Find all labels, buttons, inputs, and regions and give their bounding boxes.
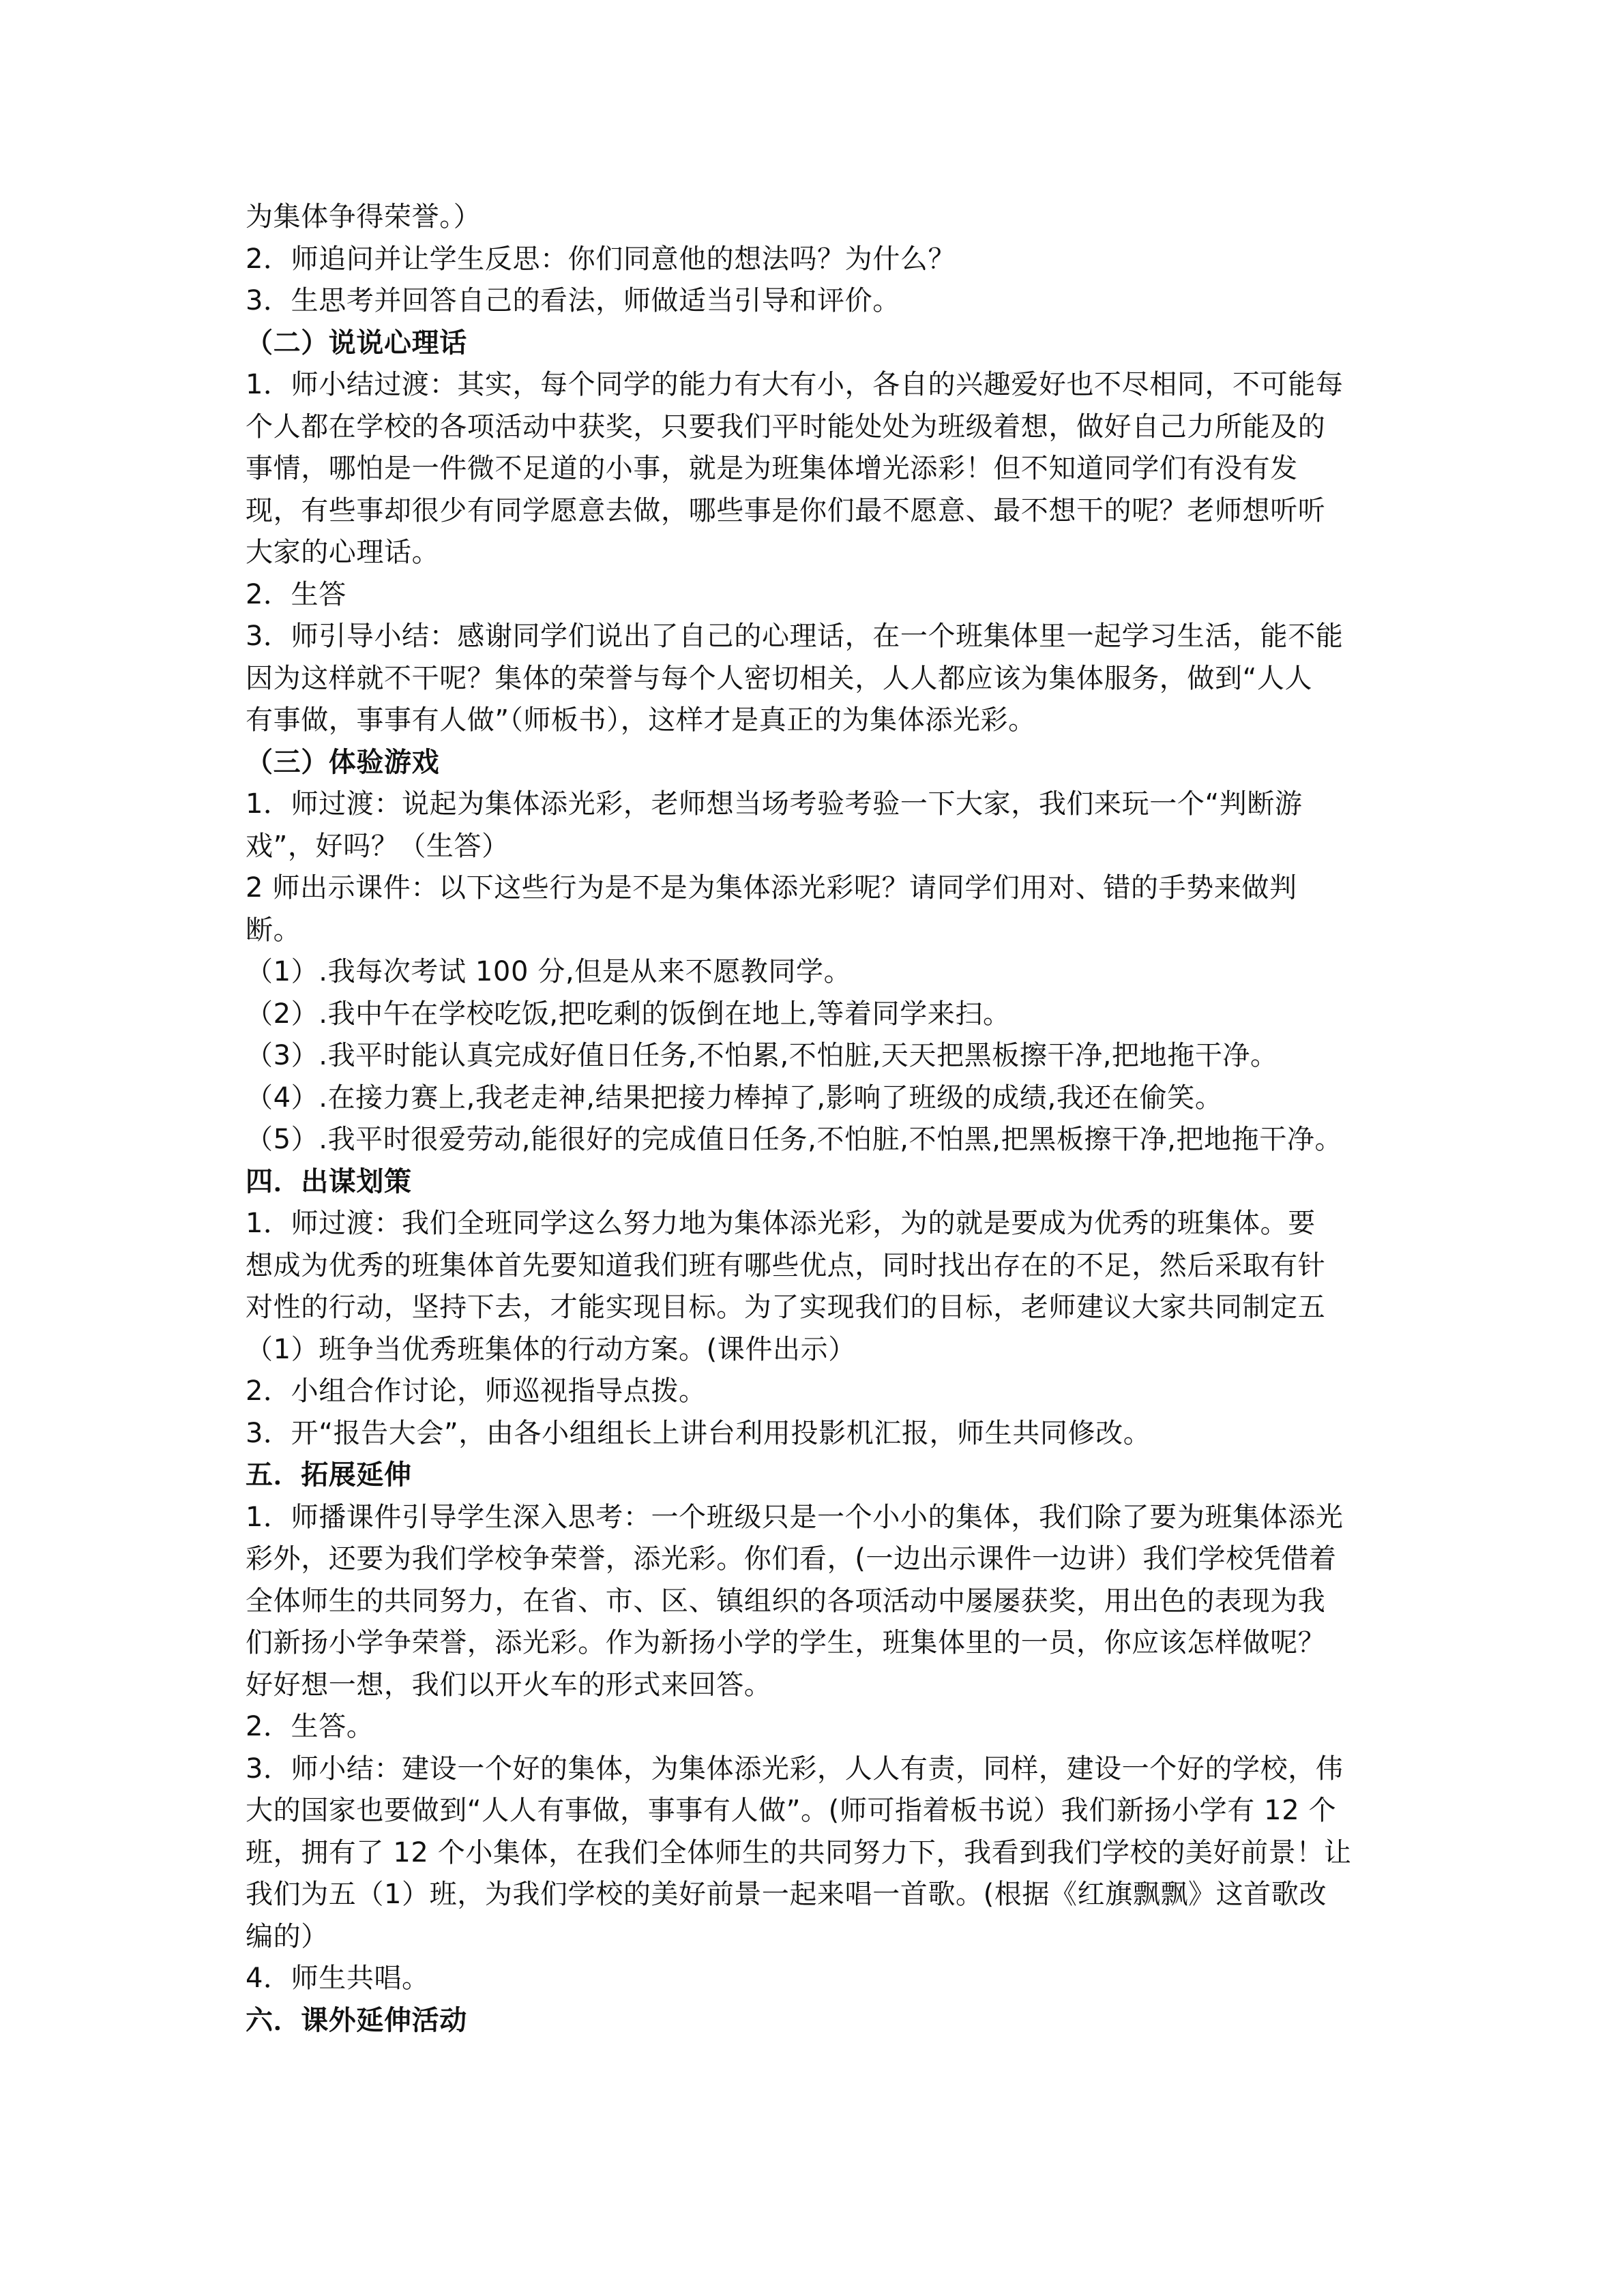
section-heading: （三）体验游戏 xyxy=(246,746,440,778)
text-line: 3．开“报告大会”，由各小组组长上讲台利用投影机汇报，师生共同修改。 xyxy=(246,1417,1151,1449)
text-line: 班，拥有了 12 个小集体，在我们全体师生的共同努力下，我看到我们学校的美好前景！让 xyxy=(246,1836,1352,1868)
text-line: 大的国家也要做到“人人有事做，事事有人做”。(师可指着板书说）我们新扬小学有 12 个 xyxy=(246,1795,1337,1826)
text-line: （1）班争当优秀班集体的行动方案。(课件出示） xyxy=(246,1333,856,1365)
text-line: 有事做，事事有人做”（师板书），这样才是真正的为集体添光彩。 xyxy=(246,704,1036,736)
text-line: 2．师追问并让学生反思：你们同意他的想法吗？为什么？ xyxy=(246,243,956,275)
text-line: 2 师出示课件：以下这些行为是不是为集体添光彩呢？请同学们用对、错的手势来做判 xyxy=(246,872,1297,904)
text-line: 3．师小结：建设一个好的集体，为集体添光彩，人人有责，同样，建设一个好的学校，伟 xyxy=(246,1753,1344,1785)
text-line: 1．师过渡：我们全班同学这么努力地为集体添光彩，为的就是要成为优秀的班集体。要 xyxy=(246,1208,1316,1239)
text-line: 2．生答 xyxy=(246,578,346,610)
text-line: 3．生思考并回答自己的看法，师做适当引导和评价。 xyxy=(246,285,900,316)
text-line: （3）.我平时能认真完成好值日任务,不怕累,不怕脏,天天把黑板擦干净,把地拖干净。 xyxy=(246,1040,1278,1071)
text-line: （2）.我中午在学校吃饭,把吃剩的饭倒在地上,等着同学来扫。 xyxy=(246,998,1011,1030)
text-line: 们新扬小学争荣誉，添光彩。作为新扬小学的学生，班集体里的一员，你应该怎样做呢？ xyxy=(246,1627,1326,1658)
document-page xyxy=(246,196,1378,2042)
text-line: 大家的心理话。 xyxy=(246,537,440,568)
text-line: 4．师生共唱。 xyxy=(246,1963,430,1994)
text-line: 因为这样就不干呢？集体的荣誉与每个人密切相关，人人都应该为集体服务，做到“人人 xyxy=(246,662,1313,694)
section-heading: 四．出谋划策 xyxy=(246,1165,412,1197)
text-line: 个人都在学校的各项活动中获奖，只要我们平时能处处为班级着想，做好自己力所能及的 xyxy=(246,411,1326,443)
text-line: 编的） xyxy=(246,1920,329,1952)
text-line: 我们为五（1）班，为我们学校的美好前景一起来唱一首歌。(根据《红旗飘飘》这首歌改 xyxy=(246,1879,1327,1910)
section-heading: 五．拓展延伸 xyxy=(246,1459,412,1491)
text-line: 2．生答。 xyxy=(246,1711,374,1742)
text-line: （5）.我平时很爱劳动,能很好的完成值日任务,不怕脏,不怕黑,把黑板擦干净,把地拖干净。 xyxy=(246,1124,1343,1155)
text-line: 为集体争得荣誉。） xyxy=(246,201,482,233)
text-line: 对性的行动，坚持下去，才能实现目标。为了实现我们的目标，老师建议大家共同制定五 xyxy=(246,1292,1326,1323)
text-line: 戏”，好吗？（生答） xyxy=(246,830,510,862)
text-line: 彩外，还要为我们学校争荣誉，添光彩。你们看，(一边出示课件一边讲）我们学校凭借着 xyxy=(246,1543,1337,1575)
text-line: 好好想一想，我们以开火车的形式来回答。 xyxy=(246,1669,772,1701)
text-line: 现，有些事却很少有同学愿意去做，哪些事是你们最不愿意、最不想干的呢？老师想听听 xyxy=(246,494,1326,526)
text-line: 1．师过渡：说起为集体添光彩，老师想当场考验考验一下大家，我们来玩一个“判断游 xyxy=(246,788,1303,820)
section-heading: 六．课外延伸活动 xyxy=(246,2004,467,2036)
text-line: 事情，哪怕是一件微不足道的小事，就是为班集体增光添彩！但不知道同学们有没有发 xyxy=(246,453,1298,484)
text-line: 全体师生的共同努力，在省、市、区、镇组织的各项活动中屡屡获奖，用出色的表现为我 xyxy=(246,1585,1326,1617)
text-line: 3．师引导小结：感谢同学们说出了自己的心理话，在一个班集体里一起学习生活，能不能 xyxy=(246,621,1344,652)
text-line: 断。 xyxy=(246,914,301,946)
text-line: 2．小组合作讨论，师巡视指导点拨。 xyxy=(246,1375,707,1407)
text-line: 想成为优秀的班集体首先要知道我们班有哪些优点，同时找出存在的不足，然后采取有针 xyxy=(246,1249,1326,1281)
text-line: 1．师播课件引导学生深入思考：一个班级只是一个小小的集体，我们除了要为班集体添光 xyxy=(246,1501,1344,1533)
text-line: （4）.在接力赛上,我老走神,结果把接力棒掉了,影响了班级的成绩,我还在偷笑。 xyxy=(246,1082,1223,1114)
text-line: （1）.我每次考试 100 分,但是从来不愿教同学。 xyxy=(246,956,852,987)
section-heading: （二）说说心理话 xyxy=(246,327,467,359)
text-line: 1．师小结过渡：其实，每个同学的能力有大有小，各自的兴趣爱好也不尽相同，不可能每 xyxy=(246,369,1344,400)
